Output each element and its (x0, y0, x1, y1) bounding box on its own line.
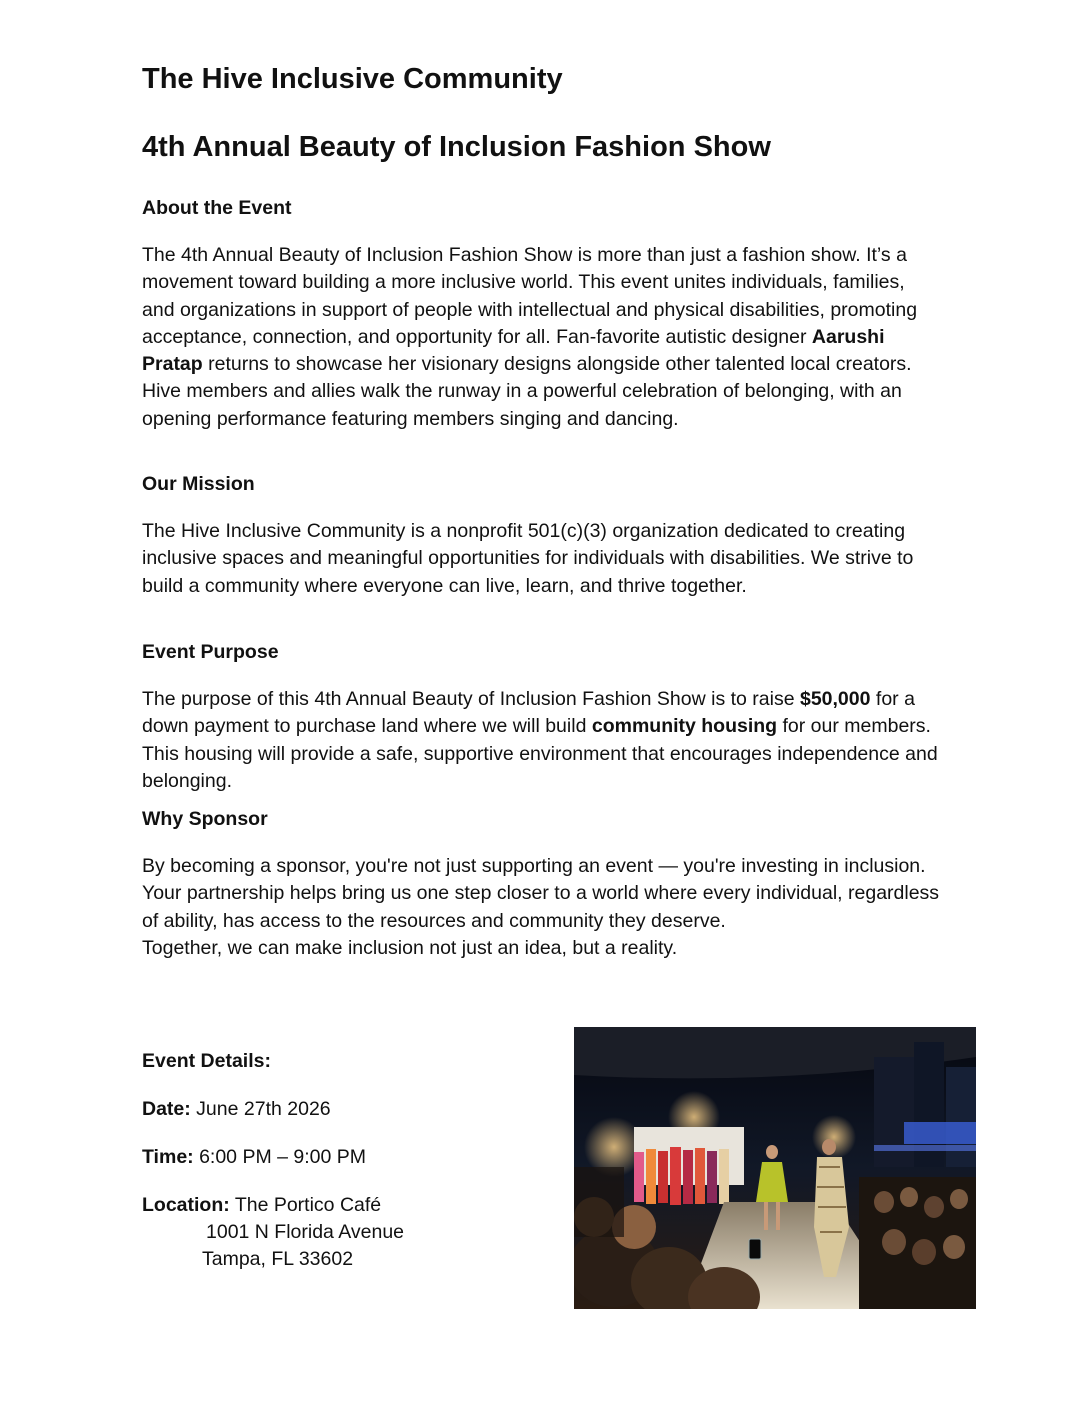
organization-title: The Hive Inclusive Community (142, 63, 563, 95)
date-label: Date: (142, 1098, 191, 1120)
sponsor-text: By becoming a sponsor, you're not just supporting an event — you're investing in inclusion. Your partnership helps bring us one step closer to a world where every individual, regardless of ability, has access to the resources and community they deserve. (142, 855, 940, 932)
purpose-text-3: for our members. This housing will provide a safe, supportive environment that encourages independence and belonging. (142, 715, 938, 792)
sponsor-paragraph (142, 853, 942, 962)
location-label: Location: (142, 1194, 230, 1216)
sponsor-closing: Together, we can make inclusion not just an idea, but a reality. (142, 936, 678, 959)
time-label: Time: (142, 1146, 194, 1168)
details-heading: Event Details: (142, 1050, 271, 1072)
about-text-2: returns to showcase her visionary designs alongside other talented local creators. Hive members and allies walk the runway in a powerful celebration of belonging, with an opening performance featuring members singing and dancing. (142, 353, 912, 430)
address-line-2: Tampa, FL 33602 (202, 1248, 354, 1270)
about-heading: About the Event (142, 197, 292, 219)
purpose-paragraph (142, 686, 942, 795)
time-value: 6:00 PM – 9:00 PM (193, 1146, 366, 1168)
sponsor-heading: Why Sponsor (142, 808, 268, 830)
location-value: The Portico Café (229, 1194, 382, 1216)
location-row (142, 1192, 381, 1219)
about-paragraph (142, 242, 942, 433)
purpose-text-1: The purpose of this 4th Annual Beauty of Inclusion Fashion Show is to raise (142, 688, 800, 710)
purpose-text-2: for a down payment to purchase land where we will build (142, 688, 915, 738)
fashion-show-photo (574, 1027, 976, 1309)
mission-heading: Our Mission (142, 473, 255, 495)
event-title: 4th Annual Beauty of Inclusion Fashion Show (142, 131, 771, 163)
purpose-heading: Event Purpose (142, 641, 279, 663)
about-text-1: The 4th Annual Beauty of Inclusion Fashion Show is more than just a fashion show. It’s a movement toward building a more inclusive world. This event unites individuals, families, and organizations in support of people with intellectual and physical disabilities, promoting acceptance, connection, and opportunity for all. Fan-favorite autistic designer (142, 244, 918, 348)
community-housing: community housing (591, 715, 778, 738)
date-value: June 27th 2026 (190, 1098, 331, 1120)
fundraising-amount: $50,000 (799, 688, 871, 710)
designer-name: Aarushi Pratap (142, 325, 885, 376)
address-line-1: 1001 N Florida Avenue (206, 1221, 405, 1243)
time-row (142, 1144, 366, 1171)
mission-paragraph: The Hive Inclusive Community is a nonprofit 501(c)(3) organization dedicated to creating inclusive spaces and meaningful opportunities for individuals with disabilities. We strive to build a community where everyone can live, learn, and thrive together. (142, 520, 914, 597)
date-row (142, 1096, 331, 1123)
